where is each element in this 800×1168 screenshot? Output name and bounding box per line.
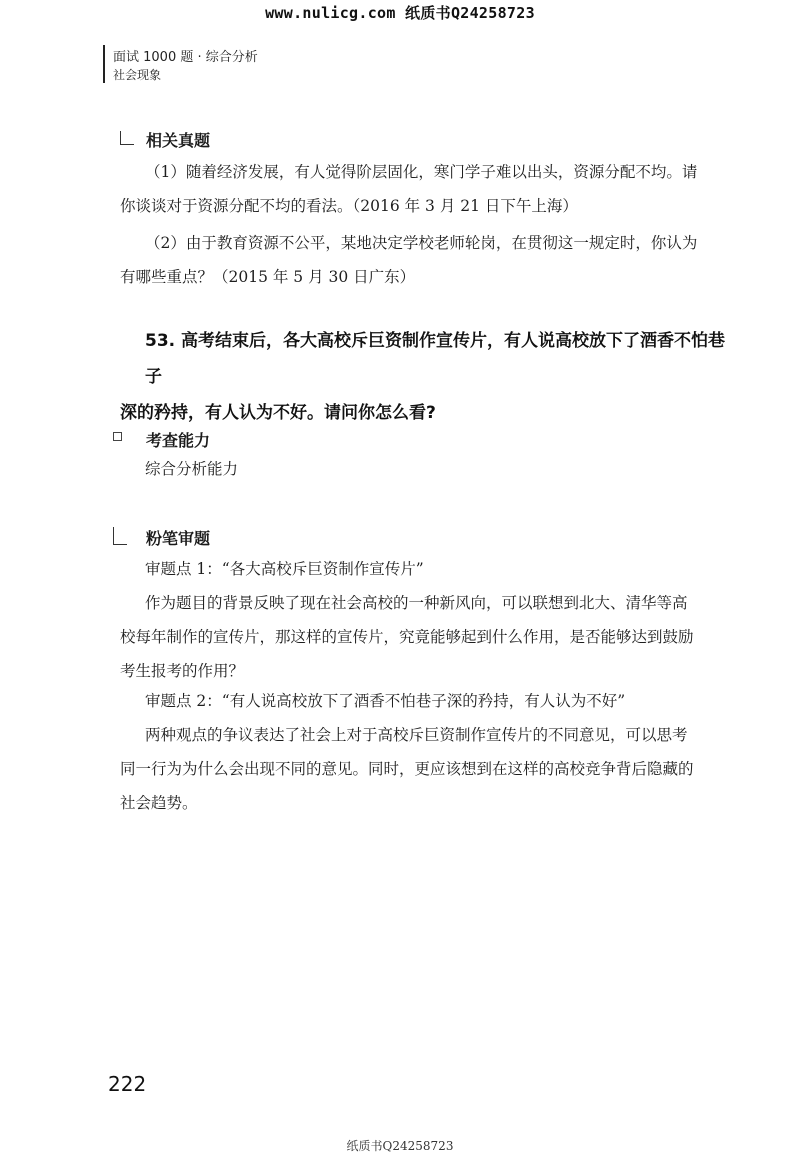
section-square-icon: [113, 432, 122, 441]
chapter-title: 社会现象: [113, 68, 162, 82]
related-item-2-line-1: （2）由于教育资源不公平，某地决定学校老师轮岗，在贯彻这一规定时，你认为: [145, 234, 698, 252]
watermark-top: www.nulicg.com 纸质书Q24258723: [265, 4, 535, 22]
related-title: 相关真题: [146, 131, 211, 150]
question-line-2: 深的矜持，有人认为不好。请问你怎么看?: [120, 403, 436, 423]
review-point-2-line-2: 同一行为为什么会出现不同的意见。同时，更应该想到在这样的高校竞争背后隐藏的: [120, 760, 694, 778]
review-point-2-line-1: 两种观点的争议表达了社会上对于高校斥巨资制作宣传片的不同意见，可以思考: [145, 726, 688, 744]
book-title: 面试 1000 题 · 综合分析: [113, 50, 258, 65]
review-point-2-label: 审题点 2：“有人说高校放下了酒香不怕巷子深的矜持，有人认为不好”: [145, 692, 626, 710]
header-divider: [103, 45, 105, 83]
review-point-1-line-2: 校每年制作的宣传片，那这样的宣传片，究竟能够起到什么作用，是否能够达到鼓励: [120, 628, 694, 646]
ability-text: 综合分析能力: [145, 460, 239, 478]
review-point-1-line-3: 考生报考的作用？: [120, 662, 245, 680]
ability-title: 考查能力: [146, 431, 211, 450]
review-point-1-line-1: 作为题目的背景反映了现在社会高校的一种新风向，可以联想到北大、清华等高: [145, 594, 688, 612]
related-item-1-line-2: 你谈谈对于资源分配不均的看法。（2016 年 3 月 21 日下午上海）: [120, 197, 578, 215]
question: [120, 323, 735, 431]
watermark-bottom: 纸质书Q24258723: [346, 1139, 454, 1153]
review-point-1-label: 审题点 1：“各大高校斥巨资制作宣传片”: [145, 560, 424, 578]
review-point-2-line-3: 社会趋势。: [120, 794, 198, 812]
section-corner-icon: [120, 131, 134, 145]
related-item-2-line-2: 有哪些重点？（2015 年 5 月 30 日广东）: [120, 268, 416, 286]
section-corner-icon: [113, 527, 127, 545]
question-line-1: 53. 高考结束后，各大高校斥巨资制作宣传片，有人说高校放下了酒香不怕巷子: [145, 331, 726, 387]
page-number: 222: [108, 1072, 147, 1096]
related-item-1-line-1: （1）随着经济发展，有人觉得阶层固化，寒门学子难以出头，资源分配不均。请: [145, 163, 698, 181]
review-title: 粉笔审题: [146, 529, 211, 548]
